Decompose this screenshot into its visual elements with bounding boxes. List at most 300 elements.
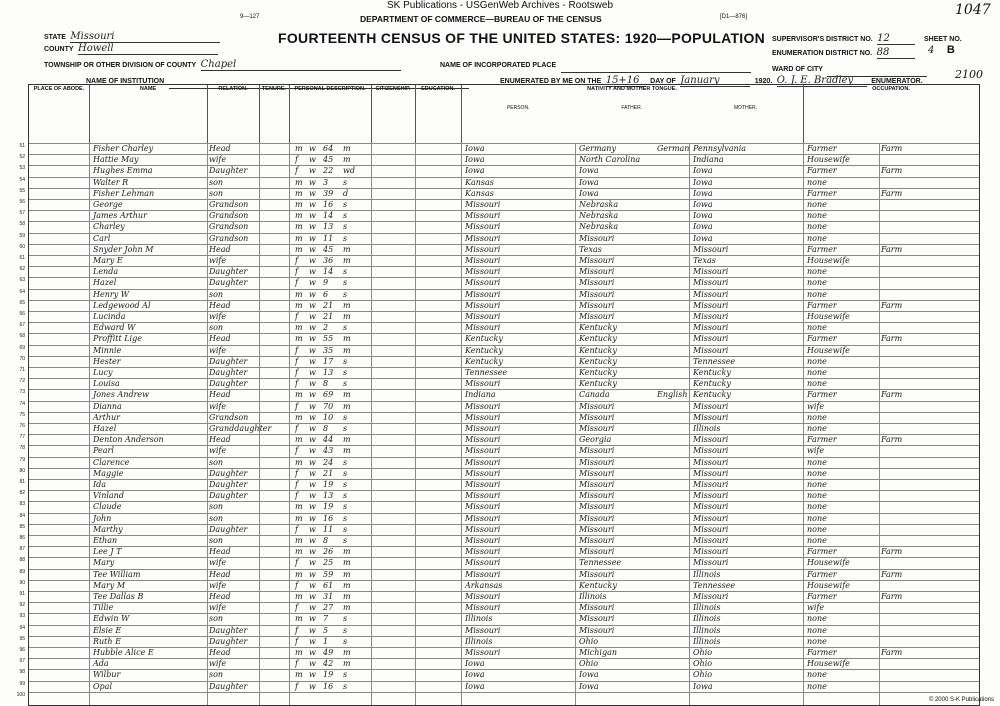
industry: [881, 602, 921, 613]
marital-status: m: [343, 401, 351, 411]
age: 19: [323, 670, 334, 680]
race: w: [309, 144, 316, 153]
department-heading: DEPARTMENT OF COMMERCE—BUREAU OF THE CENSUS: [360, 14, 602, 24]
table-row: [19, 434, 979, 445]
relation: wife: [209, 345, 227, 355]
mother-birthplace: Ohio: [693, 648, 713, 657]
occupation: none: [807, 356, 827, 366]
birthplace: Illinois: [465, 614, 493, 624]
mother-birthplace: Tennessee: [693, 580, 736, 590]
sex: f: [295, 603, 298, 613]
row-number: 74: [19, 400, 25, 407]
enumerated-year: 1920.: [754, 78, 773, 85]
d-number: [D1—876]: [720, 14, 748, 20]
birthplace: Iowa: [465, 144, 485, 153]
father-tongue: [657, 625, 687, 636]
occupation: Housewife: [807, 659, 850, 669]
race: w: [309, 681, 316, 691]
industry: Farm: [881, 334, 903, 344]
mother-birthplace: Iowa: [693, 166, 713, 176]
relation: son: [209, 670, 224, 680]
birthplace: Missouri: [465, 200, 501, 209]
race: w: [309, 323, 316, 333]
table-row: [19, 322, 979, 333]
township-label: TOWNSHIP OR OTHER DIVISION OF COUNTY: [44, 62, 197, 69]
age: 69: [323, 390, 334, 400]
institution-label: NAME OF INSTITUTION: [86, 78, 165, 85]
sex: f: [295, 468, 298, 478]
industry: [881, 658, 921, 669]
age: 16: [323, 681, 334, 691]
col-education: EDUCATION.: [415, 85, 462, 143]
person-name: John: [93, 513, 112, 523]
industry: [881, 524, 921, 535]
occupation: none: [807, 379, 827, 389]
age: 1: [323, 636, 329, 646]
sheet-value: 4: [928, 45, 935, 56]
birthplace: Missouri: [465, 446, 501, 456]
race: w: [309, 412, 316, 422]
father-tongue: [657, 289, 687, 300]
father-tongue: [657, 356, 687, 367]
census-table: [16, 84, 980, 706]
person-name: Maggie: [93, 468, 124, 478]
birthplace: Tennessee: [465, 368, 508, 377]
race: w: [309, 312, 316, 321]
mother-birthplace: Ohio: [693, 659, 713, 669]
relation: wife: [209, 580, 227, 590]
table-row: [19, 355, 979, 367]
industry: [881, 412, 921, 423]
father-tongue: [657, 412, 687, 423]
row-number: 85: [19, 523, 25, 530]
row-number: 92: [19, 602, 25, 609]
mother-birthplace: Iowa: [693, 200, 713, 209]
marital-status: s: [343, 614, 348, 624]
person-name: Ida: [93, 480, 107, 489]
table-row: [19, 602, 979, 613]
industry: Farm: [881, 166, 903, 176]
table-row: [19, 255, 979, 266]
relation: Daughter: [209, 267, 248, 277]
row-number: 76: [19, 423, 25, 429]
father-birthplace: Missouri: [579, 424, 615, 433]
mother-birthplace: [693, 692, 783, 703]
industry: [881, 233, 921, 244]
marital-status: s: [343, 368, 348, 377]
industry: [881, 479, 921, 490]
sex: f: [295, 401, 298, 411]
table-row: [19, 154, 979, 165]
row-number: 84: [19, 512, 25, 519]
relation: Daughter: [209, 480, 248, 489]
table-row: [19, 591, 979, 602]
table-row: [19, 613, 979, 624]
table-row: [19, 389, 979, 400]
father-tongue: [657, 233, 687, 244]
age: 25: [323, 558, 334, 568]
occupation: Housewife: [807, 155, 850, 165]
relation: Head: [209, 592, 231, 601]
birthplace: Iowa: [465, 659, 485, 669]
sex: f: [295, 345, 298, 355]
mother-birthplace: Missouri: [693, 289, 729, 299]
state-value: Missouri: [70, 31, 220, 43]
sex: f: [295, 267, 298, 277]
table-row: [19, 680, 979, 692]
table-row: [19, 456, 979, 468]
age: 8: [323, 536, 329, 545]
race: w: [309, 569, 316, 579]
age: 70: [323, 401, 334, 411]
race: w: [309, 614, 316, 624]
table-row: [19, 176, 979, 188]
mother-birthplace: Kentucky: [693, 379, 731, 389]
row-number: 72: [19, 378, 25, 385]
column-divider: [575, 143, 576, 705]
age: 6: [323, 289, 329, 299]
mother-birthplace: Missouri: [693, 412, 729, 422]
row-number: 89: [19, 568, 25, 575]
birthplace: Kentucky: [465, 345, 503, 355]
row-number: 75: [19, 411, 25, 418]
person-name: Hughes Emma: [93, 166, 153, 176]
father-birthplace: Missouri: [579, 547, 615, 557]
person-name: Ledgewood Al: [93, 300, 151, 310]
birthplace: Missouri: [465, 435, 501, 445]
row-number: 60: [19, 243, 25, 250]
marital-status: s: [343, 480, 348, 489]
mother-birthplace: Missouri: [693, 524, 729, 534]
birthplace: Missouri: [465, 625, 501, 635]
person-name: Charley: [93, 222, 125, 232]
birthplace: [465, 692, 561, 703]
table-row: [19, 568, 979, 580]
mother-birthplace: Missouri: [693, 401, 729, 411]
father-birthplace: Kentucky: [579, 379, 617, 389]
industry: [881, 199, 921, 210]
birthplace: Indiana: [465, 390, 496, 400]
row-number: 83: [19, 501, 25, 508]
race: w: [309, 491, 316, 501]
marital-status: s: [343, 513, 348, 523]
sex: m: [295, 177, 303, 187]
row-number: 97: [19, 658, 25, 665]
person-name: Lee J T: [93, 547, 122, 557]
table-row: [19, 143, 979, 154]
table-row: [19, 479, 979, 490]
person-name: Tillie: [93, 603, 114, 613]
person-name: Lucinda: [93, 312, 126, 321]
person-name: Clarence: [93, 457, 130, 467]
age: 16: [323, 513, 334, 523]
father-birthplace: Missouri: [579, 480, 615, 489]
person-name: Lenda: [93, 267, 119, 277]
table-row: [19, 187, 979, 199]
person-name: Proffitt Lige: [93, 334, 142, 344]
row-number: 96: [19, 647, 25, 653]
sheet-value-line: [928, 40, 955, 58]
table-row: [19, 210, 979, 221]
ward-label: WARD OF CITY: [772, 66, 823, 73]
relation: Daughter: [209, 681, 248, 691]
mother-birthplace: Texas: [693, 256, 716, 265]
col-name: NAME: [89, 85, 208, 143]
mother-birthplace: Illinois: [693, 603, 721, 613]
marital-status: s: [343, 177, 348, 187]
race: w: [309, 636, 316, 646]
race: w: [309, 592, 316, 601]
mother-birthplace: Missouri: [693, 547, 729, 557]
race: w: [309, 435, 316, 445]
sex: m: [295, 435, 303, 445]
birthplace: Missouri: [465, 379, 501, 389]
father-tongue: [657, 479, 687, 490]
marital-status: s: [343, 457, 348, 467]
row-number: 70: [19, 355, 25, 362]
occupation: none: [807, 513, 827, 523]
relation: Daughter: [209, 166, 248, 176]
person-name: Ethan: [93, 536, 118, 545]
mother-birthplace: Missouri: [693, 468, 729, 478]
column-divider: [371, 143, 372, 705]
person-name: Snyder John M: [93, 244, 154, 254]
sex: [295, 692, 307, 703]
table-row: [19, 288, 979, 300]
birthplace: Missouri: [465, 603, 501, 613]
race: w: [309, 659, 316, 669]
marital-status: m: [343, 446, 351, 456]
race: w: [309, 524, 316, 534]
relation: wife: [209, 659, 227, 669]
birthplace: Missouri: [465, 267, 501, 277]
row-number: 51: [19, 143, 25, 149]
birthplace: Missouri: [465, 468, 501, 478]
father-tongue: English: [657, 390, 688, 400]
father-birthplace: Missouri: [579, 536, 615, 545]
table-row: [19, 512, 979, 524]
father-birthplace: Kentucky: [579, 345, 617, 355]
age: 45: [323, 244, 334, 254]
father-tongue: [657, 345, 687, 356]
table-row: [19, 199, 979, 210]
sex: m: [295, 200, 303, 209]
person-name: Hubble Alice E: [93, 648, 154, 657]
race: w: [309, 536, 316, 545]
industry: [881, 311, 921, 322]
row-number: 90: [19, 579, 25, 586]
father-birthplace: Ohio: [579, 659, 599, 669]
table-row: [19, 635, 979, 647]
birthplace: Missouri: [465, 536, 501, 545]
column-divider: [259, 143, 260, 705]
occupation: none: [807, 681, 827, 691]
table-row: [19, 523, 979, 535]
occupation: Housewife: [807, 580, 850, 590]
industry: [881, 367, 921, 378]
occupation: Farmer: [807, 592, 837, 601]
birthplace: Missouri: [465, 211, 501, 221]
relation: Head: [209, 547, 231, 557]
person-name: [93, 692, 205, 703]
marital-status: d: [343, 188, 349, 198]
father-tongue: [657, 602, 687, 613]
col-nativity: NATIVITY AND MOTHER TONGUE. PERSON. FATHER. MOTHER.: [461, 85, 804, 143]
relation: Daughter: [209, 379, 248, 389]
enumerated-month: January: [680, 75, 750, 87]
father-tongue: German: [657, 144, 690, 153]
birthplace: Missouri: [465, 424, 501, 433]
table-row: [19, 411, 979, 423]
race: w: [309, 502, 316, 512]
relation: Daughter: [209, 491, 248, 501]
relation: wife: [209, 312, 227, 321]
row-number: 81: [19, 479, 25, 485]
table-row: [19, 501, 979, 512]
mother-birthplace: Pennsylvania: [693, 144, 747, 153]
industry: [881, 401, 921, 412]
occupation: Housewife: [807, 558, 850, 568]
person-name: Mary M: [93, 580, 126, 590]
industry: Farm: [881, 188, 903, 198]
person-name: Carl: [93, 233, 111, 243]
relation: Daughter: [209, 625, 248, 635]
table-row: [19, 669, 979, 680]
birthplace: Kansas: [465, 188, 494, 198]
occupation: Housewife: [807, 345, 850, 355]
birthplace: Missouri: [465, 569, 501, 579]
marital-status: s: [343, 636, 348, 646]
table-row: [19, 232, 979, 244]
mother-birthplace: Missouri: [693, 446, 729, 456]
row-number: 77: [19, 434, 25, 441]
sex: m: [295, 670, 303, 680]
age: 17: [323, 356, 334, 366]
occupation: Farmer: [807, 300, 837, 310]
table-row: [16, 691, 979, 703]
father-tongue: [657, 221, 687, 232]
row-number: 78: [19, 445, 25, 452]
father-tongue: [657, 322, 687, 333]
sex: f: [295, 356, 298, 366]
enumerator-label: ENUMERATOR.: [871, 78, 923, 85]
relation: son: [209, 289, 224, 299]
mother-birthplace: Iowa: [693, 177, 713, 187]
sex: f: [295, 379, 298, 389]
industry: [881, 625, 921, 636]
mother-birthplace: Iowa: [693, 188, 713, 198]
occupation: Housewife: [807, 312, 850, 321]
table-row: [19, 165, 979, 176]
age: 31: [323, 592, 334, 601]
sex: f: [295, 312, 298, 321]
race: [309, 692, 321, 703]
age: 59: [323, 569, 334, 579]
marital-status: s: [343, 356, 348, 366]
father-tongue: [657, 681, 687, 692]
relation: Grandson: [209, 233, 249, 243]
table-row: [19, 277, 979, 288]
age: 10: [323, 412, 334, 422]
relation: Head: [209, 300, 231, 310]
table-row: [19, 400, 979, 412]
person-name: Opal: [93, 681, 113, 691]
race: w: [309, 278, 316, 288]
mother-birthplace: Missouri: [693, 334, 729, 344]
row-number: 55: [19, 187, 25, 194]
father-tongue: [657, 445, 687, 456]
father-birthplace: North Carolina: [579, 155, 641, 165]
person-name: Henry W: [93, 289, 129, 299]
mother-birthplace: Ohio: [693, 670, 713, 680]
person-name: Arthur: [93, 412, 120, 422]
sex: m: [295, 390, 303, 400]
father-birthplace: Kentucky: [579, 356, 617, 366]
occupation: Farmer: [807, 390, 837, 400]
industry: [881, 445, 921, 456]
row-number: 86: [19, 535, 25, 541]
father-tongue: [657, 277, 687, 288]
table-row: [19, 367, 979, 378]
occupation: wife: [807, 603, 825, 613]
industry: [881, 177, 921, 188]
race: w: [309, 468, 316, 478]
col-occupation: OCCUPATION.: [872, 86, 910, 92]
father-birthplace: Iowa: [579, 188, 599, 198]
township-value: Chapel: [201, 59, 401, 71]
relation: Grandson: [209, 222, 249, 232]
sheet-label: SHEET NO.: [924, 36, 962, 43]
marital-status: s: [343, 681, 348, 691]
industry: [881, 580, 921, 591]
age: 13: [323, 222, 334, 232]
industry: [881, 557, 921, 568]
father-tongue: [657, 569, 687, 580]
enumeration-value: 88: [877, 47, 915, 59]
birthplace: Missouri: [465, 233, 501, 243]
father-tongue: [657, 266, 687, 277]
race: w: [309, 368, 316, 377]
copyright: © 2000 S-K Publications: [928, 697, 994, 703]
relation: Daughter: [209, 468, 248, 478]
race: w: [309, 558, 316, 568]
row-number: 91: [19, 591, 25, 597]
father-tongue: [657, 300, 687, 311]
industry: Farm: [881, 547, 903, 557]
census-title: FOURTEENTH CENSUS OF THE UNITED STATES: 1920—POPULATION: [278, 30, 766, 46]
marital-status: s: [343, 222, 348, 232]
page-number: 1047: [955, 2, 991, 18]
father-tongue: [657, 367, 687, 378]
marital-status: s: [343, 424, 348, 433]
industry: [881, 692, 921, 703]
sex: m: [295, 144, 303, 153]
age: 16: [323, 200, 334, 209]
occupation: Farmer: [807, 166, 837, 176]
table-row: [19, 647, 979, 658]
father-birthplace: Kentucky: [579, 368, 617, 377]
relation: Head: [209, 144, 231, 153]
father-birthplace: Missouri: [579, 267, 615, 277]
relation: Head: [209, 390, 231, 400]
row-number: 58: [19, 221, 25, 228]
industry: [881, 210, 921, 221]
relation: Head: [209, 435, 231, 445]
marital-status: m: [343, 300, 351, 310]
person-name: George: [93, 200, 123, 209]
relation: son: [209, 188, 224, 198]
occupation: Farmer: [807, 569, 837, 579]
